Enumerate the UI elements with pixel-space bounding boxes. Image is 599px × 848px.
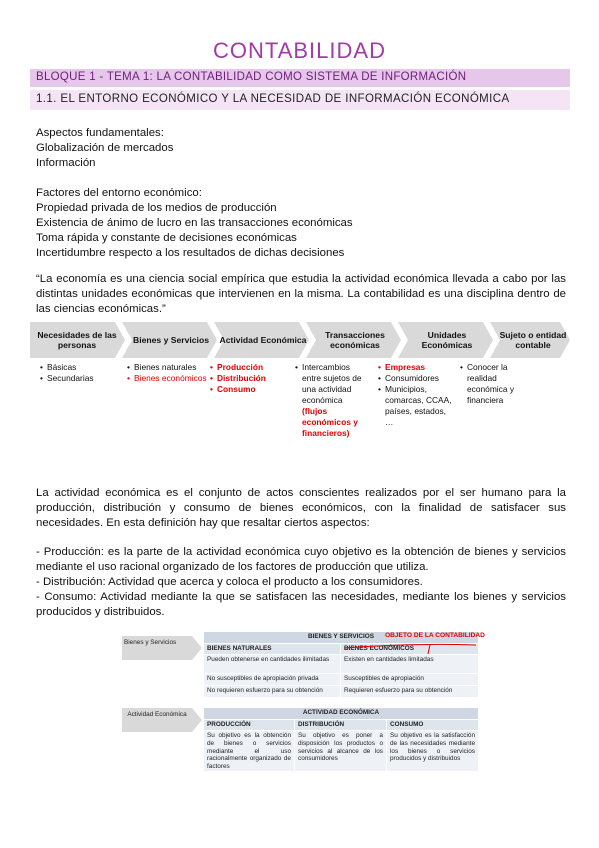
flow-bullet: • Bienes naturales: [127, 362, 217, 373]
factores-item: Existencia de ánimo de lucro en las transacciones económicas: [36, 217, 353, 229]
table-col-header: BIENES ECONÓMICOS: [341, 644, 478, 654]
flow-bullet-highlight: • Empresas: [378, 362, 456, 373]
definition-paragraph: La actividad económica es el conjunto de actos conscientes realizados por el ser humano para la producción, distribución y consumo de bienes económicos, con la finalidad de satisfacer sus necesidades. En esta definición hay que resaltar ciertos aspectos:: [36, 487, 566, 529]
table-economic-activity: [204, 708, 478, 771]
flow-bullet-highlight: • Producción: [210, 362, 290, 373]
factores-item: Incertidumbre respecto a los resultados de dichas decisiones: [36, 247, 345, 259]
flow-step: [30, 322, 124, 358]
point-item: - Consumo: Actividad mediante la que se satisfacen las necesidades, mediante los bienes y servicios producidos y distribuidos.: [36, 591, 566, 618]
aspectos-heading: Aspectos fundamentales:: [36, 127, 164, 139]
point-item: - Distribución: Actividad que acerca y coloca el producto a los consumidores.: [36, 576, 423, 588]
table-header: BIENES Y SERVICIOS: [204, 632, 478, 643]
factores-item: Propiedad privada de los medios de producción: [36, 202, 277, 214]
flow-bullet-text: Intercambios entre sujetos de una actividad económica: [302, 362, 362, 405]
flow-step: [219, 322, 307, 358]
flow-step: [403, 322, 491, 358]
flow-step: [311, 322, 399, 358]
flow-bullet-highlight: • Consumo: [210, 384, 290, 395]
table1-label: Bienes y Servicios: [124, 639, 177, 646]
table-cell: No susceptibles de apropiación privada: [204, 674, 340, 685]
factores-list: [36, 186, 353, 261]
flow-step: [127, 322, 215, 358]
flow-step-label: Unidades Económicas: [421, 330, 473, 350]
table-cell: Requieren esfuerzo para su obtención: [341, 686, 478, 697]
flow-bullet-highlight: • Bienes económicos: [127, 373, 217, 384]
flow-bullet: • Secundarias: [40, 373, 120, 384]
block-heading: BLOQUE 1 - TEMA 1: LA CONTABILIDAD COMO SISTEMA DE INFORMACIÓN: [36, 71, 467, 83]
flow-col-goods: [127, 362, 217, 384]
table-col-header: PRODUCCIÓN: [204, 720, 294, 730]
point-item: - Producción: es la parte de la actividad económica cuyo objetivo es la obtención de bienes y servicios mediante el uso racional organizado de los factores de producción que utiliza.: [36, 546, 566, 573]
table1-annotation: OBJETO DE LA CONTABILIDAD: [385, 632, 485, 639]
flow-step-label: Necesidades de las personas: [37, 330, 117, 350]
flow-bullet: • Consumidores: [378, 373, 456, 384]
factores-item: Toma rápida y constante de decisiones económicas: [36, 232, 297, 244]
aspectos-list: [36, 126, 173, 171]
table2-label: Actividad Económica: [127, 711, 187, 718]
block-heading-bar: [30, 69, 570, 87]
definition-points: [36, 545, 566, 620]
table-col-header: CONSUMO: [387, 720, 478, 730]
flow-col-units: [378, 362, 456, 428]
section-heading-bar: [30, 90, 570, 110]
flow-step-label: Transacciones económicas: [325, 330, 385, 350]
table-cell: Susceptibles de apropiación: [341, 674, 478, 685]
flow-bullet: • Conocer la realidad económica y financiera: [460, 362, 530, 406]
flow-step-label: Bienes y Servicios: [133, 335, 209, 345]
table-cell: Existen en cantidades limitadas: [341, 655, 478, 673]
quote-paragraph: “La economía es una ciencia social empírica que estudia la actividad económica llevada a cabo por las distintas unidades económicas que intervienen en la misma. La contabilidad es una disciplina dentro de las ciencias económicas.”: [36, 273, 566, 315]
flow-bullet: • Básicas: [40, 362, 120, 373]
flow-step-label: Sujeto o entidad contable: [499, 330, 567, 350]
flow-col-needs: [40, 362, 120, 384]
document-title: CONTABILIDAD: [213, 38, 386, 63]
aspectos-item: Información: [36, 157, 96, 169]
flow-bullet: [295, 362, 367, 439]
flow-col-activity: [210, 362, 290, 395]
flow-step-label: Actividad Económica: [219, 335, 307, 345]
flow-bullet: • Municipios, comarcas, CCAA, países, estados, …: [378, 384, 456, 428]
aspectos-item: Globalización de mercados: [36, 142, 174, 154]
flow-bullet-highlight: • Distribución: [210, 373, 290, 384]
table-cell: No requieren esfuerzo para su obtención: [204, 686, 340, 697]
section-heading: 1.1. EL ENTORNO ECONÓMICO Y LA NECESIDAD DE INFORMACIÓN ECONÓMICA: [36, 93, 510, 105]
flow-col-transactions: [295, 362, 367, 439]
table-col-header: DISTRIBUCIÓN: [295, 720, 386, 730]
flow-bullet-highlight: (flujos económicos y financieros): [302, 406, 358, 438]
table-cell: Su objetivo es la obtención de bienes o servicios mediante el uso racionalmente organizado de factores: [204, 731, 294, 771]
flow-step: [498, 322, 568, 358]
table-cell: Su objetivo es la satisfacción de las necesidades mediante los bienes o servicios producidos y distribuidos: [387, 731, 478, 771]
table-header: ACTIVIDAD ECONÓMICA: [204, 708, 478, 719]
flow-col-entity: [460, 362, 530, 406]
annotation-arrow: [428, 645, 430, 654]
table-cell: Su objetivo es poner a disposición los productos o servicios al alcance de los consumidores: [295, 731, 386, 771]
annotation-underline: [340, 640, 480, 656]
table-col-header: BIENES NATURALES: [204, 644, 340, 654]
table-cell: Pueden obtenerse en cantidades ilimitadas: [204, 655, 340, 673]
flow-diagram: [30, 322, 570, 358]
annotation-stroke: [344, 644, 476, 648]
factores-heading: Factores del entorno económico:: [36, 187, 202, 199]
